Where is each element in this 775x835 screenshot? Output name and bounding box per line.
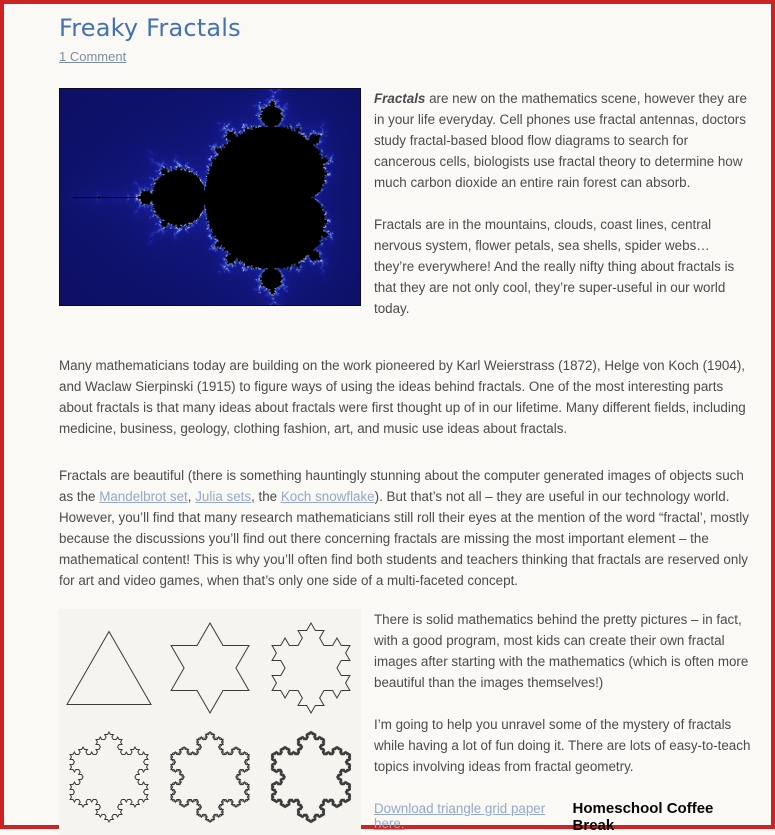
koch-text-column <box>374 609 753 834</box>
intro-text-column <box>374 88 753 319</box>
blog-watermark: Homeschool Coffee Break <box>572 800 714 834</box>
koch-iteration-5 <box>263 725 359 829</box>
intro-paragraph-text: are new on the mathematics scene, however they are in your life everyday. Cell phones use fractal antennas, doctors study fractal-based blood flow diagrams to search for cancerous cells, biologists use fractal theory to determine how much carbon dioxide an entire rain forest can absorb. <box>374 91 747 190</box>
koch-iteration-3 <box>61 725 157 829</box>
history-paragraph: Many mathematicians today are building on the work pioneered by Karl Weierstrass (1872), Helge von Koch (1904), and Waclaw Sierpinski (1915) to figure ways of using the ideas behind fractals. One of the most interesting parts about fractals is that many ideas about fractals were first thought up of in our lifetime. Many different fields, including medicine, business, geology, clothing fashion, art, and music use ideas about fractals. <box>59 358 746 436</box>
download-grid-paper-link[interactable]: Download triangle grid paper here. <box>374 801 546 831</box>
beauty-separator-1: , <box>187 489 196 504</box>
everywhere-paragraph: Fractals are in the mountains, clouds, coast lines, central nervous system, flower petals, sea shells, spider webs… they’re everywhere! And the really nifty thing about fractals is that they are not only cool, they’re super-useful in our world today. <box>374 217 735 316</box>
solid-math-paragraph: There is solid mathematics behind the pretty pictures – in fact, with a good program, most kids can create their own fractal images after starting with the mathematics (which is often more beautiful than the images themselves!) <box>374 612 749 690</box>
intro-paragraph <box>374 88 753 193</box>
koch-iteration-2 <box>263 616 359 720</box>
beauty-text-after: ). But that’s not all – they are useful in our technology world. However, you’ll find that many research mathematicians still roll their eyes at the mention of the word “fractal’, mostly because the discussions you’ll find out there concerning fractals are missing the most important element – the mathematical content! This is why you’ll often find both students and teachers thinking that fractals are reserved only for art and video games, when that’s only one side of a multi-faceted concept. <box>59 489 749 588</box>
post-title: Freaky Fractals <box>59 14 241 42</box>
post-content <box>4 4 771 835</box>
koch-snowflake-image <box>59 609 361 835</box>
julia-sets-link[interactable]: Julia sets <box>195 489 252 504</box>
intro-section <box>59 88 753 319</box>
mandelbrot-fractal-image <box>59 88 361 306</box>
koch-iteration-0 <box>61 616 157 720</box>
mandelbrot-set-link[interactable]: Mandelbrot set <box>99 489 188 504</box>
koch-iteration-4 <box>162 725 258 829</box>
koch-iteration-1 <box>162 616 258 720</box>
unravel-paragraph: I’m going to help you unravel some of the mystery of fractals while having a lot of fun doing it. There are lots of easy-to-teach topics involving ideas from fractal geometry. <box>374 717 751 774</box>
beauty-separator-2: , the <box>251 489 281 504</box>
comments-link[interactable]: 1 Comment <box>59 49 127 64</box>
beauty-paragraph <box>59 465 759 591</box>
beauty-text-before: Fractals are beautiful (there is something hauntingly stunning about the computer generated images of objects such as the <box>59 468 744 504</box>
koch-section <box>59 609 753 835</box>
koch-snowflake-link[interactable]: Koch snowflake <box>280 489 375 504</box>
intro-lead-word: Fractals <box>374 91 426 106</box>
